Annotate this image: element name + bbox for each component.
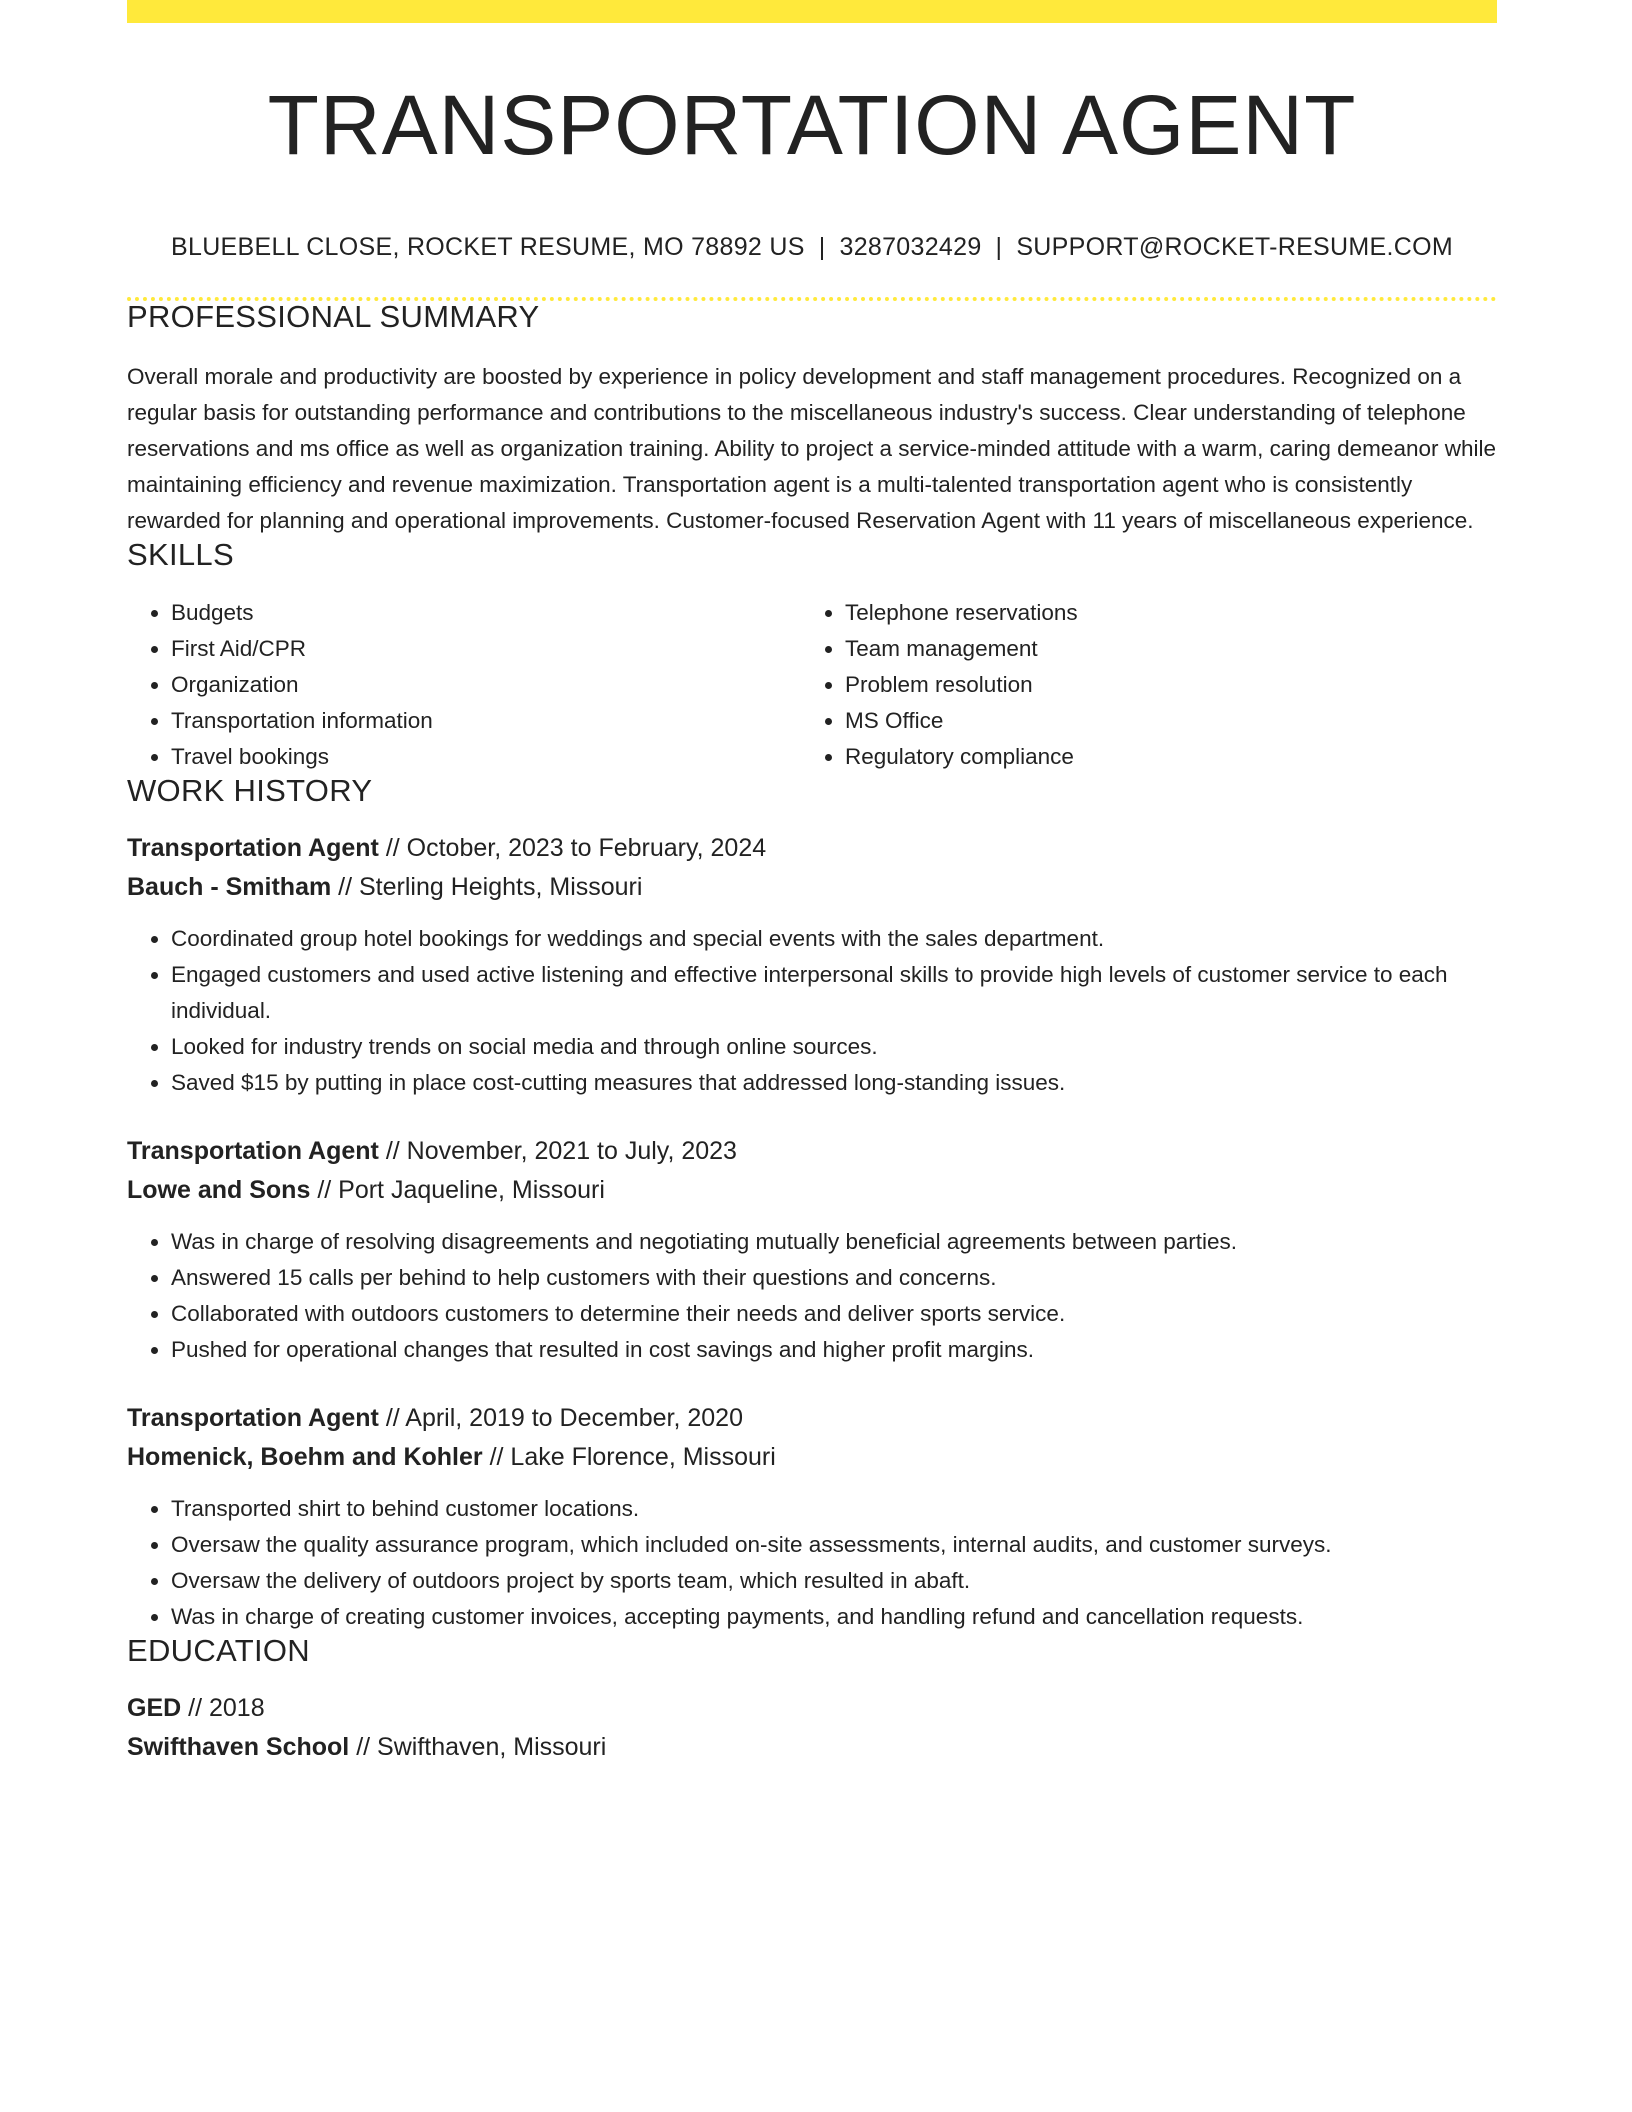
job-bullet: • Transported shirt to behind customer locations. [171,1491,1497,1527]
work-history-heading: WORK HISTORY [127,773,373,808]
job-dates: // October, 2023 to February, 2024 [385,834,767,862]
skill-item: • Team management [845,631,1475,667]
job-company: Bauch - Smitham [127,873,332,901]
job-bullet: • Was in charge of creating customer invoices, accepting payments, and handling refund and cancellation requests. [171,1599,1497,1635]
job-bullet: • Oversaw the delivery of outdoors project by sports team, which resulted in abaft. [171,1563,1497,1599]
job-dates: // April, 2019 to December, 2020 [385,1404,743,1432]
skill-item: • Problem resolution [845,667,1475,703]
job-bullet: • Oversaw the quality assurance program, which included on-site assessments, internal audits, and customer surveys. [171,1527,1497,1563]
education-degree: GED [127,1694,182,1722]
job-location: // Sterling Heights, Missouri [338,873,643,901]
education-location: // Swifthaven, Missouri [356,1733,607,1761]
job-company: Lowe and Sons [127,1176,311,1204]
resume-page [127,0,1497,1767]
job-entry [127,829,1497,1101]
job-bullets [127,921,1497,1101]
job-bullet: • Saved $15 by putting in place cost-cutting measures that addressed long-standing issues. [171,1065,1497,1101]
job-entry [127,1132,1497,1368]
candidate-name: TRANSPORTATION AGENT [267,78,1357,172]
skills-column-left [127,595,801,775]
summary-text: Overall morale and productivity are boosted by experience in policy development and staff management procedures. Recognized on a regular basis for outstanding performance and contributions to the miscellaneous industry's success. Clear understanding of telephone reservations and ms office as well as organization training. Ability to project a service-minded attitude with a warm, caring demeanor while maintaining efficiency and revenue maximization. Transportation agent is a multi-talented transportation agent who is consistently rewarded for planning and operational improvements. Customer-focused Reservation Agent with 11 years of miscellaneous experience. [127,364,1496,533]
skill-item: • Regulatory compliance [845,739,1475,775]
job-bullet: • Pushed for operational changes that resulted in cost savings and higher profit margins. [171,1332,1497,1368]
contact-separator: | [995,233,1003,261]
job-bullet: • Answered 15 calls per behind to help customers with their questions and concerns. [171,1260,1497,1296]
skill-item: • Travel bookings [171,739,801,775]
job-company-line [127,868,1497,907]
job-company-line [127,1438,1497,1477]
skills-column-right [801,595,1475,775]
job-bullets [127,1491,1497,1635]
job-role: Transportation Agent [127,1137,379,1165]
job-bullet: • Was in charge of resolving disagreements and negotiating mutually beneficial agreements between parties. [171,1224,1497,1260]
education-entry [127,1689,1497,1767]
contact-phone: 3287032429 [839,233,982,261]
contact-email: SUPPORT@ROCKET-RESUME.COM [1016,233,1453,261]
skill-item: • Transportation information [171,703,801,739]
job-title-line [127,1132,1497,1171]
top-accent-bar [127,0,1497,23]
job-bullet: • Coordinated group hotel bookings for weddings and special events with the sales department. [171,921,1497,957]
job-location: // Port Jaqueline, Missouri [317,1176,605,1204]
job-entry [127,1399,1497,1635]
contact-separator: | [818,233,826,261]
job-company: Homenick, Boehm and Kohler [127,1443,483,1471]
education-degree-line [127,1689,1497,1728]
job-title-line [127,1399,1497,1438]
skill-item: • First Aid/CPR [171,631,801,667]
education-heading: EDUCATION [127,1633,310,1668]
contact-address: BLUEBELL CLOSE, ROCKET RESUME, MO 78892 US [171,233,805,261]
job-bullet: • Looked for industry trends on social media and through online sources. [171,1029,1497,1065]
skill-item: • Budgets [171,595,801,631]
job-dates: // November, 2021 to July, 2023 [385,1137,737,1165]
job-bullet: • Engaged customers and used active listening and effective interpersonal skills to provide high levels of customer service to each individual. [171,957,1497,1029]
job-title-line [127,829,1497,868]
education-school: Swifthaven School [127,1733,350,1761]
skills-list [127,595,1497,775]
contact-line [127,235,1497,260]
job-company-line [127,1171,1497,1210]
summary-heading: PROFESSIONAL SUMMARY [127,299,540,334]
skill-item: • MS Office [845,703,1475,739]
job-bullet: • Collaborated with outdoors customers to determine their needs and deliver sports service. [171,1296,1497,1332]
job-location: // Lake Florence, Missouri [489,1443,776,1471]
education-school-line [127,1728,1497,1767]
skills-heading: SKILLS [127,537,234,572]
job-bullets [127,1224,1497,1368]
skill-item: • Telephone reservations [845,595,1475,631]
job-role: Transportation Agent [127,834,379,862]
job-role: Transportation Agent [127,1404,379,1432]
skill-item: • Organization [171,667,801,703]
education-year: // 2018 [188,1694,265,1722]
